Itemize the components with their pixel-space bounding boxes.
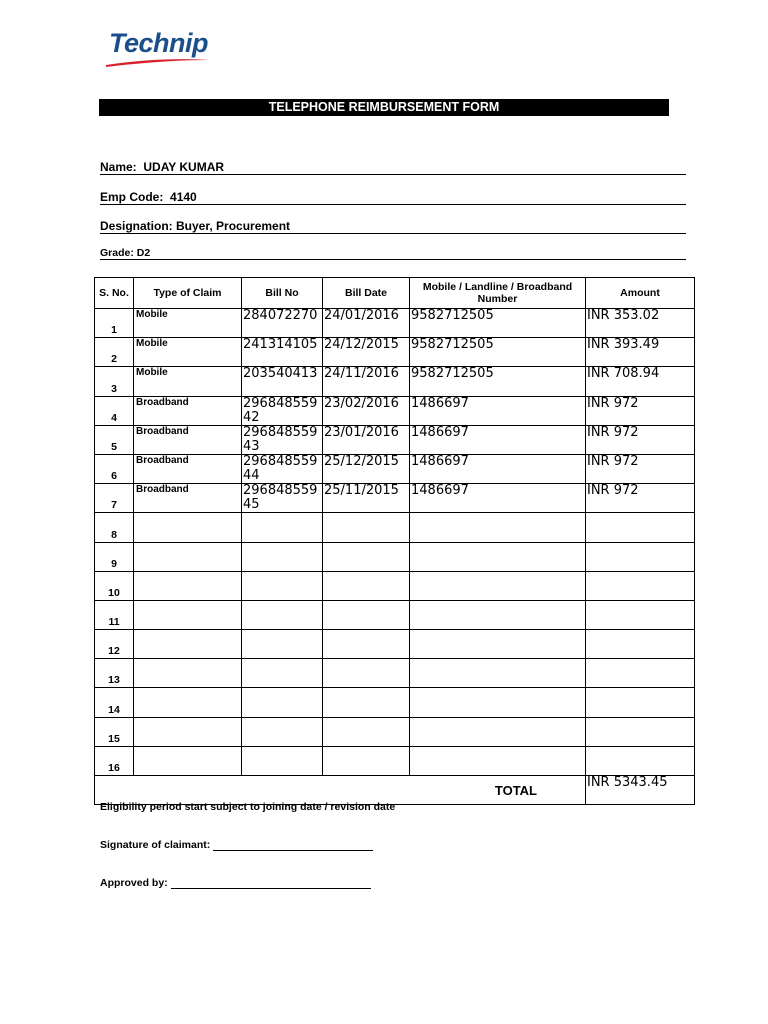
row-number [410, 513, 586, 542]
row-number: 1486697 [410, 454, 586, 483]
form-title: TELEPHONE REIMBURSEMENT FORM [99, 99, 669, 116]
signature-row [100, 839, 373, 851]
row-sno: 16 [95, 746, 134, 775]
row-amount: INR 353.02 [586, 309, 695, 338]
row-amount: INR 972 [586, 425, 695, 454]
row-sno: 1 [95, 309, 134, 338]
table-row [95, 746, 695, 775]
table-row [95, 688, 695, 717]
row-number: 9582712505 [410, 309, 586, 338]
row-amount [586, 542, 695, 571]
designation-label: Designation: [100, 219, 173, 233]
row-type: Broadband [134, 396, 242, 425]
row-number: 1486697 [410, 425, 586, 454]
row-amount [586, 688, 695, 717]
row-bill-date: 25/11/2015 [323, 484, 410, 513]
row-bill-date [323, 571, 410, 600]
row-number: 9582712505 [410, 338, 586, 367]
name-field [100, 160, 686, 175]
row-sno: 12 [95, 630, 134, 659]
row-bill-date: 23/01/2016 [323, 425, 410, 454]
row-sno: 13 [95, 659, 134, 688]
row-type [134, 513, 242, 542]
grade-field [100, 247, 686, 260]
table-row [95, 659, 695, 688]
row-type [134, 600, 242, 629]
row-amount: INR 972 [586, 484, 695, 513]
name-label: Name: [100, 160, 137, 174]
row-amount [586, 600, 695, 629]
row-sno: 11 [95, 600, 134, 629]
row-type [134, 717, 242, 746]
row-bill-date [323, 659, 410, 688]
row-bill-no [242, 571, 323, 600]
table-row [95, 542, 695, 571]
row-bill-date [323, 630, 410, 659]
row-bill-no [242, 630, 323, 659]
row-bill-no: 29684855942 [242, 396, 323, 425]
row-bill-no: 203540413 [242, 367, 323, 396]
row-type [134, 746, 242, 775]
table-row [95, 717, 695, 746]
row-amount [586, 571, 695, 600]
row-bill-no [242, 542, 323, 571]
row-bill-date: 24/01/2016 [323, 309, 410, 338]
table-row [95, 484, 695, 513]
row-type: Broadband [134, 454, 242, 483]
header-number: Mobile / Landline / Broadband Number [410, 278, 586, 309]
table-header-row [95, 278, 695, 309]
row-bill-date: 24/12/2015 [323, 338, 410, 367]
row-number [410, 630, 586, 659]
row-bill-date [323, 542, 410, 571]
row-amount: INR 708.94 [586, 367, 695, 396]
designation-value: Buyer, Procurement [176, 219, 291, 233]
row-sno: 5 [95, 425, 134, 454]
row-bill-no [242, 659, 323, 688]
row-bill-no: 29684855945 [242, 484, 323, 513]
row-number [410, 746, 586, 775]
row-sno: 2 [95, 338, 134, 367]
row-type: Broadband [134, 425, 242, 454]
row-sno: 15 [95, 717, 134, 746]
row-type [134, 630, 242, 659]
row-amount [586, 659, 695, 688]
row-bill-date [323, 717, 410, 746]
table-row [95, 630, 695, 659]
header-bill-date: Bill Date [323, 278, 410, 309]
row-number [410, 688, 586, 717]
row-number [410, 600, 586, 629]
row-sno: 9 [95, 542, 134, 571]
row-amount: INR 393.49 [586, 338, 695, 367]
row-bill-date [323, 513, 410, 542]
row-bill-date: 23/02/2016 [323, 396, 410, 425]
row-bill-date [323, 688, 410, 717]
claims-table [94, 277, 695, 805]
eligibility-note: Eligibility period start subject to joining date / revision date [100, 801, 396, 813]
table-row [95, 367, 695, 396]
row-bill-no [242, 746, 323, 775]
approval-row [100, 877, 371, 889]
row-bill-no [242, 513, 323, 542]
row-bill-no: 241314105 [242, 338, 323, 367]
row-sno: 10 [95, 571, 134, 600]
row-type: Mobile [134, 309, 242, 338]
row-bill-date [323, 746, 410, 775]
row-bill-no [242, 688, 323, 717]
row-amount [586, 717, 695, 746]
table-row [95, 454, 695, 483]
row-type: Mobile [134, 338, 242, 367]
row-amount [586, 513, 695, 542]
emp-code-label: Emp Code: [100, 190, 164, 204]
row-type [134, 571, 242, 600]
name-value: UDAY KUMAR [143, 160, 225, 174]
row-number [410, 717, 586, 746]
row-type [134, 688, 242, 717]
grade-value: D2 [136, 247, 151, 259]
row-amount: INR 972 [586, 396, 695, 425]
table-row [95, 571, 695, 600]
technip-logo [104, 28, 224, 72]
row-number: 1486697 [410, 396, 586, 425]
table-row [95, 600, 695, 629]
row-number [410, 571, 586, 600]
approval-line[interactable] [171, 888, 371, 889]
row-amount [586, 630, 695, 659]
row-sno: 14 [95, 688, 134, 717]
grade-label: Grade: [100, 247, 134, 259]
row-bill-no: 29684855943 [242, 425, 323, 454]
signature-line[interactable] [213, 850, 373, 851]
table-row [95, 396, 695, 425]
row-bill-no [242, 600, 323, 629]
row-type [134, 542, 242, 571]
row-type: Broadband [134, 484, 242, 513]
row-bill-no: 29684855944 [242, 454, 323, 483]
approved-label: Approved by: [100, 877, 168, 889]
row-bill-date [323, 600, 410, 629]
total-label: TOTAL [95, 776, 586, 805]
row-sno: 7 [95, 484, 134, 513]
row-type: Mobile [134, 367, 242, 396]
row-bill-no [242, 717, 323, 746]
logo-text: Technip [109, 28, 209, 58]
total-value: INR 5343.45 [586, 776, 695, 805]
row-bill-date: 24/11/2016 [323, 367, 410, 396]
row-amount: INR 972 [586, 454, 695, 483]
row-bill-date: 25/12/2015 [323, 454, 410, 483]
table-row [95, 309, 695, 338]
row-bill-no: 284072270 [242, 309, 323, 338]
emp-code-value: 4140 [170, 190, 197, 204]
header-bill-no: Bill No [242, 278, 323, 309]
row-number: 1486697 [410, 484, 586, 513]
row-sno: 6 [95, 454, 134, 483]
header-type: Type of Claim [134, 278, 242, 309]
header-amount: Amount [586, 278, 695, 309]
table-row [95, 513, 695, 542]
row-amount [586, 746, 695, 775]
row-type [134, 659, 242, 688]
header-sno: S. No. [95, 278, 134, 309]
row-sno: 3 [95, 367, 134, 396]
row-sno: 8 [95, 513, 134, 542]
logo-swoosh-icon [104, 56, 214, 68]
signature-label: Signature of claimant: [100, 839, 211, 851]
table-row [95, 338, 695, 367]
designation-field [100, 219, 686, 234]
emp-code-field [100, 190, 686, 205]
row-number [410, 542, 586, 571]
table-row [95, 425, 695, 454]
row-number: 9582712505 [410, 367, 586, 396]
row-number [410, 659, 586, 688]
row-sno: 4 [95, 396, 134, 425]
